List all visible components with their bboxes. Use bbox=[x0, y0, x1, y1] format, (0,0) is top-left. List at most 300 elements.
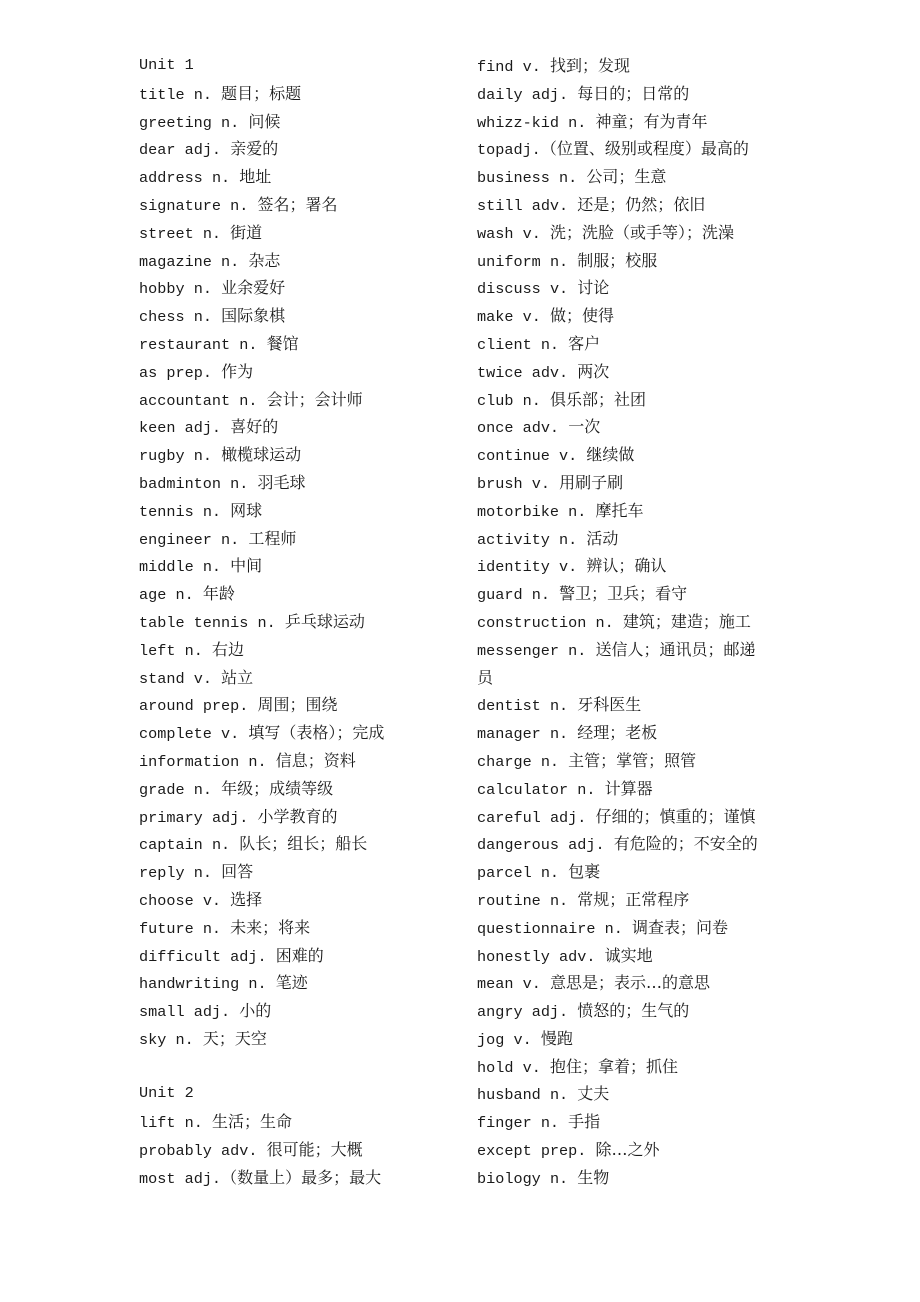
vocab-word: address bbox=[139, 169, 203, 188]
vocab-meaning: 讨论 bbox=[577, 278, 610, 298]
part-of-speech: n. bbox=[248, 975, 267, 994]
vocab-meaning: 喜好的 bbox=[230, 417, 279, 437]
vocab-word: club bbox=[477, 391, 514, 410]
part-of-speech: v. bbox=[559, 447, 578, 466]
vocab-entry bbox=[139, 552, 469, 580]
vocab-meaning: 送信人；通讯员；邮递 bbox=[595, 639, 756, 659]
vocab-entry bbox=[477, 997, 787, 1025]
vocab-meaning: 主管；掌管；照管 bbox=[568, 750, 697, 770]
vocab-entry bbox=[139, 830, 469, 858]
vocab-meaning: 站立 bbox=[221, 667, 254, 687]
vocab-word: restaurant bbox=[139, 335, 231, 354]
vocab-entry bbox=[477, 1164, 787, 1192]
part-of-speech: n. bbox=[248, 752, 267, 771]
vocab-word: grade bbox=[139, 780, 185, 799]
vocab-word: primary bbox=[139, 808, 203, 827]
vocab-entry bbox=[477, 274, 787, 302]
vocab-word: future bbox=[139, 919, 194, 938]
part-of-speech: n. bbox=[549, 252, 569, 271]
vocab-meaning: 丈夫 bbox=[577, 1084, 610, 1104]
vocab-meaning: 天；天空 bbox=[202, 1028, 267, 1048]
vocab-entry bbox=[477, 1025, 787, 1053]
part-of-speech: n. bbox=[230, 196, 249, 215]
vocab-entry bbox=[477, 691, 787, 719]
vocab-word: tennis bbox=[139, 502, 194, 521]
vocab-entry bbox=[477, 441, 787, 469]
vocab-meaning: 抱住；拿着；抓住 bbox=[549, 1056, 678, 1076]
part-of-speech: n. bbox=[604, 919, 623, 938]
part-of-speech: v. bbox=[513, 1030, 532, 1049]
vocab-word: still bbox=[477, 196, 523, 215]
vocab-entry bbox=[477, 330, 787, 358]
part-of-speech: v. bbox=[559, 558, 578, 577]
vocab-word: careful bbox=[477, 808, 541, 827]
vocab-word: information bbox=[139, 752, 240, 771]
part-of-speech: v. bbox=[522, 58, 541, 76]
vocab-entry bbox=[139, 1025, 469, 1053]
vocab-meaning: 餐馆 bbox=[266, 333, 299, 353]
vocab-entry bbox=[139, 886, 469, 914]
vocab-word: small bbox=[139, 1003, 185, 1022]
vocab-meaning: 乒乓球运动 bbox=[284, 611, 365, 631]
vocab-entry bbox=[139, 942, 469, 970]
unit-heading: Unit 1 bbox=[139, 56, 194, 74]
part-of-speech: adj. bbox=[184, 141, 222, 160]
vocab-meaning: 警卫；卫兵；看守 bbox=[559, 584, 688, 604]
vocab-entry bbox=[477, 552, 787, 580]
part-of-speech: adv. bbox=[522, 419, 560, 438]
vocab-word: once bbox=[477, 419, 514, 438]
vocab-entry bbox=[477, 914, 787, 942]
vocab-entry bbox=[139, 969, 469, 997]
vocab-entry bbox=[477, 830, 787, 858]
vocab-entry bbox=[477, 1053, 787, 1081]
vocab-entry bbox=[477, 775, 787, 803]
part-of-speech: n. bbox=[193, 85, 212, 104]
vocab-entry bbox=[477, 52, 787, 80]
vocab-meaning: 继续做 bbox=[586, 445, 635, 465]
part-of-speech: n. bbox=[202, 558, 222, 577]
vocab-meaning: 公司；生意 bbox=[586, 167, 667, 187]
vocab-word: captain bbox=[139, 836, 203, 855]
vocab-word: rugby bbox=[139, 447, 185, 466]
part-of-speech: adj. bbox=[531, 1003, 569, 1022]
vocab-meaning: 地址 bbox=[239, 167, 272, 187]
vocab-meaning: 签名；署名 bbox=[257, 194, 338, 214]
part-of-speech: adj. bbox=[549, 808, 587, 827]
vocab-word: stand bbox=[139, 669, 185, 688]
vocab-word: magazine bbox=[139, 252, 212, 271]
part-of-speech: v. bbox=[522, 1058, 541, 1077]
vocab-word: street bbox=[139, 224, 194, 243]
vocab-word: jog bbox=[477, 1030, 505, 1049]
vocab-entry bbox=[139, 108, 469, 136]
vocab-word: choose bbox=[139, 891, 194, 910]
vocab-word: dear bbox=[139, 141, 176, 160]
vocab-meaning: 仔细的；慎重的；谨慎 bbox=[595, 806, 756, 826]
vocab-meaning: 有危险的；不安全的 bbox=[613, 834, 758, 854]
vocab-entry bbox=[477, 219, 787, 247]
part-of-speech: n. bbox=[211, 169, 231, 188]
vocab-entry bbox=[139, 664, 469, 692]
vocab-meaning: 未来；将来 bbox=[230, 917, 311, 937]
vocab-entry bbox=[139, 441, 469, 469]
part-of-speech: n. bbox=[257, 613, 276, 632]
vocab-word: activity bbox=[477, 530, 550, 549]
meaning-continuation bbox=[477, 664, 787, 692]
vocab-meaning: 中间 bbox=[230, 556, 263, 576]
blank-line bbox=[139, 1053, 469, 1081]
part-of-speech: n. bbox=[193, 280, 212, 299]
vocab-word: hobby bbox=[139, 280, 185, 299]
vocab-meaning: 很可能；大概 bbox=[266, 1140, 363, 1160]
vocab-entry bbox=[139, 997, 469, 1025]
vocab-entry bbox=[477, 858, 787, 886]
vocab-meaning: 客户 bbox=[568, 333, 601, 353]
part-of-speech: n. bbox=[549, 891, 569, 910]
part-of-speech: n. bbox=[202, 224, 222, 243]
part-of-speech: n. bbox=[549, 1169, 569, 1188]
vocab-entry bbox=[139, 163, 469, 191]
vocab-meaning: 包裹 bbox=[568, 862, 601, 882]
part-of-speech: adv. bbox=[531, 363, 569, 382]
vocab-word: routine bbox=[477, 891, 541, 910]
vocab-meaning: 右边 bbox=[211, 639, 244, 659]
vocab-meaning: 一次 bbox=[568, 417, 601, 437]
vocab-word: title bbox=[139, 85, 185, 104]
vocab-word: guard bbox=[477, 586, 523, 605]
vocab-entry bbox=[477, 247, 787, 275]
vocab-entry bbox=[477, 803, 787, 831]
vocab-entry bbox=[139, 219, 469, 247]
part-of-speech: n. bbox=[540, 752, 560, 771]
vocab-entry bbox=[139, 302, 469, 330]
vocab-meaning: 神童；有为青年 bbox=[595, 111, 708, 131]
vocab-entry bbox=[139, 469, 469, 497]
part-of-speech: adj. bbox=[193, 1003, 231, 1022]
part-of-speech: n. bbox=[193, 308, 212, 327]
vocab-entry bbox=[477, 969, 787, 997]
vocab-meaning: 员 bbox=[477, 667, 494, 687]
vocab-meaning: 除…之外 bbox=[595, 1140, 660, 1160]
vocab-entry bbox=[139, 274, 469, 302]
part-of-speech: n. bbox=[549, 1086, 569, 1105]
vocab-word: except bbox=[477, 1142, 532, 1161]
part-of-speech: adj. bbox=[211, 808, 249, 827]
vocab-meaning: 困难的 bbox=[275, 945, 324, 965]
vocab-word: biology bbox=[477, 1169, 541, 1188]
part-of-speech: n. bbox=[202, 919, 222, 938]
vocab-meaning: 周围；围绕 bbox=[257, 695, 338, 715]
vocab-meaning: 每日的；日常的 bbox=[577, 83, 690, 103]
vocab-word: badminton bbox=[139, 474, 222, 493]
vocab-meaning: 题目；标题 bbox=[221, 83, 302, 103]
part-of-speech: n. bbox=[595, 613, 614, 632]
vocab-meaning: 诚实地 bbox=[604, 945, 653, 965]
right-column bbox=[477, 52, 787, 1192]
left-column bbox=[139, 52, 469, 1192]
vocab-word: sky bbox=[139, 1030, 167, 1049]
part-of-speech: adv. bbox=[531, 196, 569, 215]
vocab-meaning: 洗；洗脸（或手等）；洗澡 bbox=[549, 222, 734, 242]
vocab-word: age bbox=[139, 586, 167, 605]
vocab-word: probably bbox=[139, 1142, 212, 1161]
vocab-word: parcel bbox=[477, 864, 532, 883]
vocab-meaning: 制服；校服 bbox=[577, 250, 658, 270]
vocab-meaning: 回答 bbox=[221, 862, 254, 882]
vocab-meaning: 会计；会计师 bbox=[266, 389, 363, 409]
vocab-word: as bbox=[139, 363, 158, 382]
vocab-word: most bbox=[139, 1169, 176, 1188]
vocab-meaning: 羽毛球 bbox=[257, 472, 306, 492]
vocab-meaning: 生物 bbox=[577, 1167, 610, 1187]
part-of-speech: n. bbox=[568, 502, 587, 521]
part-of-speech: v. bbox=[522, 308, 541, 327]
vocab-meaning: 调查表；问卷 bbox=[631, 917, 728, 937]
vocab-meaning: 建筑；建造；施工 bbox=[622, 611, 751, 631]
vocab-entry bbox=[477, 580, 787, 608]
vocab-entry bbox=[139, 358, 469, 386]
vocab-entry bbox=[477, 469, 787, 497]
part-of-speech: adj. bbox=[184, 419, 222, 438]
vocab-word: brush bbox=[477, 474, 523, 493]
vocab-meaning: 生活；生命 bbox=[211, 1112, 292, 1132]
part-of-speech: n. bbox=[221, 113, 240, 132]
part-of-speech: adj. bbox=[504, 141, 541, 160]
vocab-entry bbox=[139, 80, 469, 108]
vocab-word: signature bbox=[139, 196, 222, 215]
part-of-speech: n. bbox=[193, 447, 212, 466]
vocab-meaning: 经理；老板 bbox=[577, 723, 658, 743]
vocab-entry bbox=[139, 413, 469, 441]
vocab-entry bbox=[477, 636, 787, 664]
vocab-entry bbox=[477, 1080, 787, 1108]
vocab-entry bbox=[139, 858, 469, 886]
vocab-word: difficult bbox=[139, 947, 222, 966]
vocab-meaning: （数量上）最多；最大 bbox=[221, 1167, 382, 1187]
vocab-word: wash bbox=[477, 224, 514, 243]
part-of-speech: n. bbox=[540, 864, 560, 883]
vocab-entry bbox=[477, 608, 787, 636]
vocab-word: identity bbox=[477, 558, 550, 577]
part-of-speech: adv. bbox=[221, 1142, 258, 1161]
vocab-entry bbox=[477, 525, 787, 553]
vocab-meaning: 用刷子刷 bbox=[559, 472, 624, 492]
vocab-meaning: 找到；发现 bbox=[549, 56, 630, 75]
vocab-meaning: 愤怒的；生气的 bbox=[577, 1001, 690, 1021]
vocab-word: reply bbox=[139, 864, 185, 883]
part-of-speech: adj. bbox=[568, 836, 605, 855]
part-of-speech: n. bbox=[549, 725, 569, 744]
vocab-word: mean bbox=[477, 975, 514, 994]
vocab-entry bbox=[139, 525, 469, 553]
vocab-meaning: 选择 bbox=[230, 889, 263, 909]
vocab-meaning: 队长；组长；船长 bbox=[239, 834, 368, 854]
vocab-meaning: 计算器 bbox=[604, 778, 653, 798]
unit-heading: Unit 2 bbox=[139, 1084, 194, 1103]
vocab-word: engineer bbox=[139, 530, 212, 549]
vocab-entry bbox=[139, 580, 469, 608]
vocab-meaning: 慢跑 bbox=[540, 1028, 573, 1048]
vocab-entry bbox=[139, 914, 469, 942]
vocab-entry bbox=[477, 1136, 787, 1164]
part-of-speech: n. bbox=[184, 1114, 203, 1133]
part-of-speech: n. bbox=[549, 697, 569, 716]
vocab-word: dangerous bbox=[477, 836, 560, 855]
part-of-speech: v. bbox=[522, 975, 541, 994]
part-of-speech: n. bbox=[239, 335, 258, 354]
vocab-meaning: 街道 bbox=[230, 222, 263, 242]
vocab-meaning: 俱乐部；社团 bbox=[549, 389, 646, 409]
vocab-meaning: 笔迹 bbox=[275, 973, 308, 993]
part-of-speech: n. bbox=[531, 586, 550, 605]
vocab-entry bbox=[139, 191, 469, 219]
vocab-entry bbox=[139, 386, 469, 414]
vocab-word: handwriting bbox=[139, 975, 240, 994]
vocab-meaning: 活动 bbox=[586, 528, 619, 548]
part-of-speech: n. bbox=[559, 169, 578, 188]
part-of-speech: n. bbox=[568, 113, 587, 132]
vocab-entry bbox=[477, 886, 787, 914]
vocab-meaning: 问候 bbox=[248, 111, 281, 131]
vocab-entry bbox=[139, 636, 469, 664]
part-of-speech: n. bbox=[193, 780, 212, 799]
vocab-word: manager bbox=[477, 725, 541, 744]
part-of-speech: adj. bbox=[531, 85, 569, 104]
vocab-word: middle bbox=[139, 558, 194, 577]
part-of-speech: n. bbox=[202, 502, 222, 521]
vocab-word: whizz-kid bbox=[477, 113, 560, 132]
vocab-word: find bbox=[477, 58, 514, 76]
vocab-meaning: 还是；仍然；依旧 bbox=[577, 194, 706, 214]
vocab-word: complete bbox=[139, 725, 212, 744]
part-of-speech: n. bbox=[540, 335, 560, 354]
vocab-meaning: 辨认；确认 bbox=[586, 556, 667, 576]
vocab-meaning: 作为 bbox=[221, 361, 254, 381]
vocab-word: left bbox=[139, 641, 176, 660]
vocab-meaning: 橄榄球运动 bbox=[221, 445, 302, 465]
vocab-entry bbox=[477, 163, 787, 191]
vocab-meaning: 亲爱的 bbox=[230, 139, 279, 159]
vocab-entry bbox=[139, 135, 469, 163]
vocab-word: uniform bbox=[477, 252, 541, 271]
vocab-word: dentist bbox=[477, 697, 541, 716]
vocab-entry bbox=[139, 608, 469, 636]
part-of-speech: prep. bbox=[202, 697, 249, 716]
vocab-word: daily bbox=[477, 85, 523, 104]
vocab-entry bbox=[139, 1108, 469, 1136]
vocab-meaning: 工程师 bbox=[248, 528, 297, 548]
part-of-speech: n. bbox=[211, 836, 231, 855]
vocab-meaning: 牙科医生 bbox=[577, 695, 642, 715]
part-of-speech: n. bbox=[230, 474, 249, 493]
vocab-word: make bbox=[477, 308, 514, 327]
part-of-speech: n. bbox=[577, 780, 596, 799]
vocab-entry bbox=[477, 358, 787, 386]
vocab-meaning: 小学教育的 bbox=[257, 806, 338, 826]
vocab-meaning: 年级；成绩等级 bbox=[221, 778, 334, 798]
vocab-meaning: 小的 bbox=[239, 1001, 272, 1021]
vocab-word: lift bbox=[139, 1114, 176, 1133]
part-of-speech: n. bbox=[568, 641, 587, 660]
vocab-word: around bbox=[139, 697, 194, 716]
vocab-entry bbox=[139, 1164, 469, 1192]
part-of-speech: adj. bbox=[184, 1169, 222, 1188]
vocab-word: hold bbox=[477, 1058, 514, 1077]
vocab-meaning: 做；使得 bbox=[549, 306, 614, 326]
vocab-meaning: 网球 bbox=[230, 500, 263, 520]
part-of-speech: prep. bbox=[540, 1142, 587, 1161]
vocab-meaning: 信息；资料 bbox=[275, 750, 356, 770]
part-of-speech: adj. bbox=[230, 947, 267, 966]
vocab-entry bbox=[477, 1108, 787, 1136]
vocab-meaning: 两次 bbox=[577, 361, 610, 381]
vocab-word: motorbike bbox=[477, 502, 560, 521]
vocab-word: husband bbox=[477, 1086, 541, 1105]
part-of-speech: adv. bbox=[559, 947, 596, 966]
vocab-entry bbox=[139, 719, 469, 747]
vocab-meaning: 年龄 bbox=[202, 584, 235, 604]
vocab-meaning: 填写（表格）；完成 bbox=[248, 723, 385, 743]
part-of-speech: v. bbox=[202, 891, 222, 910]
part-of-speech: n. bbox=[221, 530, 240, 549]
vocab-meaning: 意思是；表示…的意思 bbox=[549, 973, 710, 993]
vocab-word: angry bbox=[477, 1003, 523, 1022]
part-of-speech: n. bbox=[239, 391, 258, 410]
part-of-speech: n. bbox=[184, 641, 203, 660]
vocab-entry bbox=[477, 719, 787, 747]
vocab-word: construction bbox=[477, 613, 587, 632]
vocab-entry bbox=[477, 80, 787, 108]
vocab-word: keen bbox=[139, 419, 176, 438]
part-of-speech: n. bbox=[175, 1030, 194, 1049]
vocab-word: table tennis bbox=[139, 613, 249, 632]
vocab-word: finger bbox=[477, 1114, 532, 1133]
vocab-word: chess bbox=[139, 308, 185, 327]
part-of-speech: v. bbox=[522, 224, 541, 243]
part-of-speech: n. bbox=[559, 530, 578, 549]
vocab-meaning: 业余爱好 bbox=[221, 278, 286, 298]
vocab-entry bbox=[139, 775, 469, 803]
vocab-word: questionnaire bbox=[477, 919, 596, 938]
vocab-entry bbox=[139, 691, 469, 719]
vocab-meaning: （位置、级别或程度）最高的 bbox=[540, 139, 749, 159]
vocab-word: continue bbox=[477, 447, 550, 466]
part-of-speech: n. bbox=[175, 586, 194, 605]
vocab-entry bbox=[477, 302, 787, 330]
vocab-word: twice bbox=[477, 363, 523, 382]
part-of-speech: v. bbox=[221, 725, 240, 744]
vocab-entry bbox=[139, 247, 469, 275]
part-of-speech: n. bbox=[193, 864, 212, 883]
vocab-entry bbox=[477, 942, 787, 970]
vocab-entry bbox=[139, 497, 469, 525]
vocab-meaning: 摩托车 bbox=[595, 500, 644, 520]
vocab-word: honestly bbox=[477, 947, 550, 966]
vocab-word: discuss bbox=[477, 280, 541, 299]
vocab-entry bbox=[477, 386, 787, 414]
vocab-entry bbox=[139, 803, 469, 831]
vocab-meaning: 国际象棋 bbox=[221, 306, 286, 326]
vocab-entry bbox=[477, 108, 787, 136]
vocab-meaning: 手指 bbox=[568, 1112, 601, 1132]
vocab-entry bbox=[477, 497, 787, 525]
vocab-word: accountant bbox=[139, 391, 231, 410]
vocab-meaning: 杂志 bbox=[248, 250, 281, 270]
vocab-word: calculator bbox=[477, 780, 569, 799]
vocab-entry bbox=[139, 747, 469, 775]
vocab-entry bbox=[477, 191, 787, 219]
